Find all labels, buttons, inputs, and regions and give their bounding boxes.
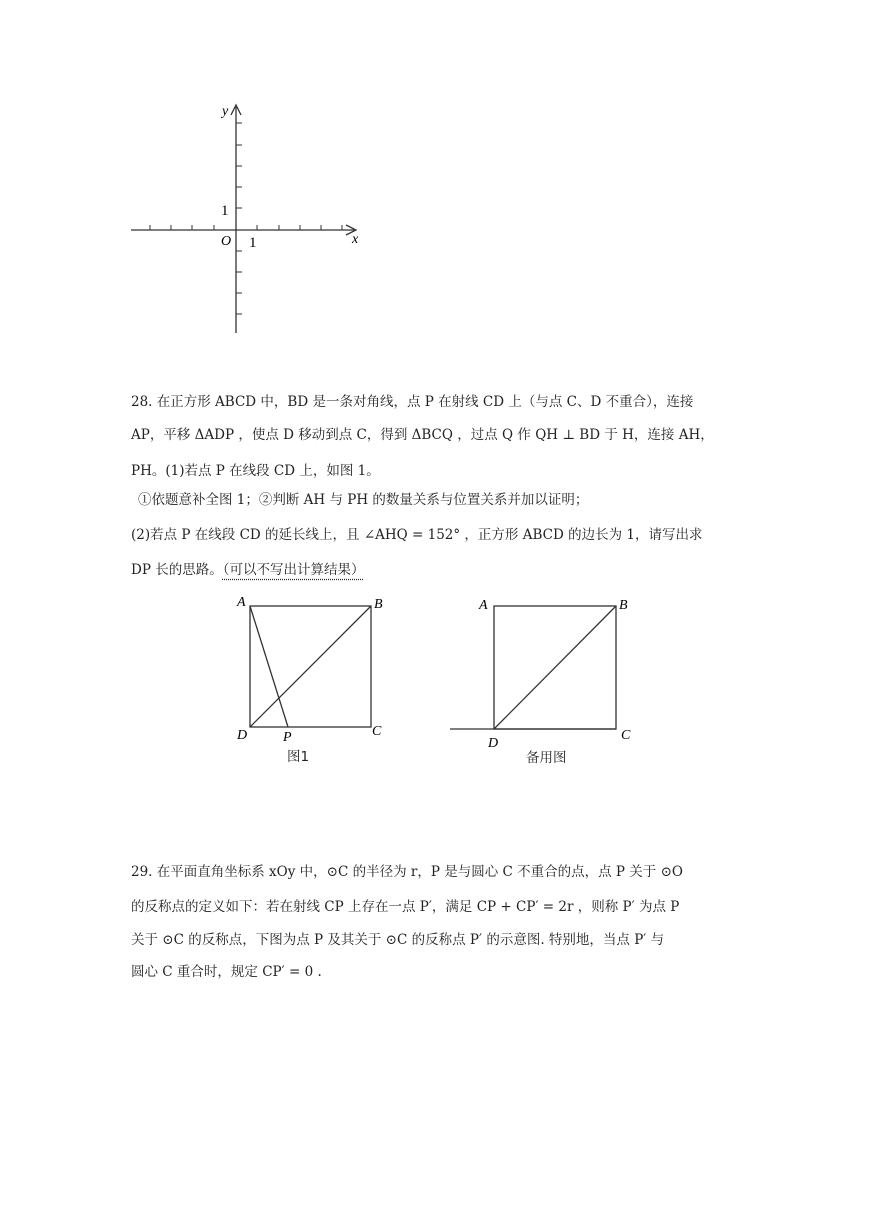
- q29-line-2: 的反称点的定义如下：若在射线 CP 上存在一点 P′，满足 CP + CP′ = 2r ，则称 P′ 为点 P: [131, 899, 680, 915]
- fig1-label-c: C: [372, 724, 382, 739]
- q29-line-4: 圆心 C 重合时，规定 CP′ = 0 .: [131, 964, 322, 980]
- fig2-label-c: C: [621, 728, 631, 743]
- fig2-label-d: D: [488, 736, 499, 751]
- q28-line-3: PH。(1)若点 P 在线段 CD 上，如图 1。: [131, 463, 380, 479]
- q28-line-2: AP，平移 ΔADP ，使点 D 移动到点 C，得到 ΔBCQ ，过点 Q 作 QH ⊥ BD 于 H，连接 AH，: [131, 427, 714, 443]
- q28-line-6-main: DP 长的思路。: [131, 562, 223, 578]
- y-ticks: [236, 123, 242, 314]
- q28-line-6: [131, 560, 364, 580]
- fig1-label-d: D: [237, 728, 248, 743]
- figure-backup: [440, 590, 640, 770]
- q28-line-4: ①依题意补全图 1；②判断 AH 与 PH 的数量关系与位置关系并加以证明；: [138, 492, 589, 508]
- fig1-label-b: B: [374, 597, 383, 612]
- q29-line-3: 关于 ⊙C 的反称点，下图为点 P 及其关于 ⊙C 的反称点 P′ 的示意图. 特别地，当点 P′ 与: [131, 932, 665, 948]
- fig2-caption: 备用图: [526, 750, 567, 766]
- fig1-label-p: P: [283, 730, 292, 745]
- q28-line-1: 28. 在正方形 ABCD 中，BD 是一条对角线，点 P 在射线 CD 上（与点 C、D 不重合），连接: [131, 394, 694, 410]
- x-tick-label-1: 1: [249, 235, 257, 251]
- x-axis-label: x: [352, 232, 359, 247]
- y-axis-label: y: [222, 104, 229, 119]
- figure-1: [232, 590, 402, 770]
- q28-line-6-emphasis: （可以不写出计算结果）: [222, 562, 365, 578]
- q28-line-5: (2)若点 P 在线段 CD 的延长线上，且 ∠AHQ = 152° ，正方形 ABCD 的边长为 1，请写出求: [131, 527, 703, 543]
- fig2-diagonal-bd: [494, 606, 616, 729]
- x-ticks: [150, 225, 342, 230]
- origin-label: O: [221, 234, 232, 249]
- fig2-label-a: A: [479, 598, 488, 613]
- fig1-diagonal-bd: [250, 606, 371, 727]
- fig1-caption: 图1: [287, 749, 310, 765]
- y-tick-label-1: 1: [221, 203, 229, 219]
- coordinate-axes-figure: [120, 95, 370, 340]
- fig1-label-a: A: [237, 595, 246, 610]
- fig2-label-b: B: [619, 598, 628, 613]
- q29-line-1: 29. 在平面直角坐标系 xOy 中，⊙C 的半径为 r，P 是与圆心 C 不重合的点，点 P 关于 ⊙O: [131, 864, 683, 880]
